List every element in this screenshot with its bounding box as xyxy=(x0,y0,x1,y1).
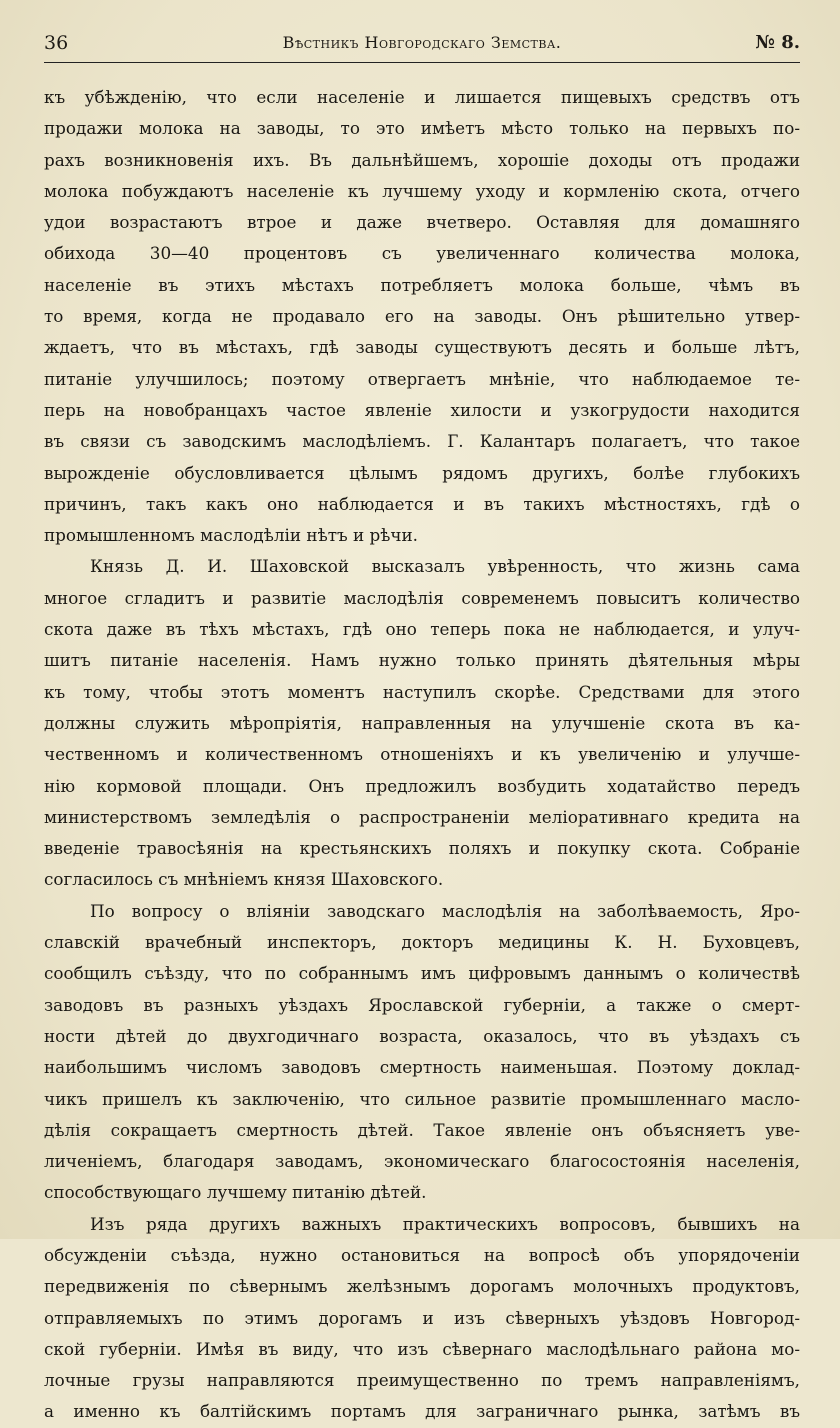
header-rule xyxy=(44,62,800,63)
text-line: рахъ возникновенія ихъ. Въ дальнѣйшемъ, хорошіе доходы отъ продажи xyxy=(44,149,800,170)
text-line: сообщилъ съѣзду, что по собраннымъ имъ цифровымъ даннымъ о количествѣ xyxy=(44,963,800,984)
text-body xyxy=(44,82,800,1428)
text-line: молока побуждаютъ населеніе къ лучшему уходу и кормленію скота, отчего xyxy=(44,180,800,201)
text-line: обсужденіи съѣзда, нужно остановиться на вопросѣ объ упорядоченіи xyxy=(44,1244,800,1265)
text-line: Изъ ряда другихъ важныхъ практическихъ вопросовъ, бывшихъ на xyxy=(90,1213,800,1234)
running-header xyxy=(44,30,800,60)
text-line: удои возрастаютъ втрое и даже вчетверо. Оставляя для домашняго xyxy=(44,212,800,233)
text-line: способствующаго лучшему питанію дѣтей. xyxy=(44,1182,427,1203)
text-line: продажи молока на заводы, то это имѣетъ мѣсто только на первыхъ по- xyxy=(44,118,800,139)
journal-title: Вѣстникъ Новгородскаго Земства. xyxy=(282,33,562,52)
text-line: нію кормовой площади. Онъ предложилъ возбудить ходатайство передъ xyxy=(44,775,800,796)
text-line: перь на новобранцахъ частое явленіе хилости и узкогрудости находится xyxy=(44,399,800,420)
text-line: должны служить мѣропріятія, направленныя на улучшеніе скота въ ка- xyxy=(44,712,800,733)
text-line: многое сгладитъ и развитіе маслодѣлія современемъ повыситъ количество xyxy=(44,587,800,608)
text-line: министерствомъ земледѣлія о распространеніи меліоративнаго кредита на xyxy=(44,806,800,827)
text-line: чикъ пришелъ къ заключенію, что сильное развитіе промышленнаго масло- xyxy=(44,1088,800,1109)
text-line: а именно къ балтійскимъ портамъ для заграничнаго рынка, затѣмъ въ xyxy=(44,1401,800,1422)
paragraph xyxy=(44,1209,800,1428)
paragraph xyxy=(44,551,800,895)
text-line: шитъ питаніе населенія. Намъ нужно только принять дѣятельныя мѣры xyxy=(44,650,800,671)
text-line: вырожденіе обусловливается цѣлымъ рядомъ другихъ, болѣе глубокихъ xyxy=(44,462,800,483)
page-number: 36 xyxy=(44,32,69,54)
text-line: отправляемыхъ по этимъ дорогамъ и изъ сѣверныхъ уѣздовъ Новгород- xyxy=(44,1307,800,1328)
text-line: чественномъ и количественномъ отношеніяхъ и къ увеличенію и улучше- xyxy=(44,744,800,765)
text-line: Князь Д. И. Шаховской высказалъ увѣренность, что жизнь сама xyxy=(90,556,800,577)
paragraph xyxy=(44,896,800,1209)
text-line: населеніе въ этихъ мѣстахъ потребляетъ молока больше, чѣмъ въ xyxy=(44,274,800,295)
text-line: въ связи съ заводскимъ маслодѣліемъ. Г. Калантаръ полагаетъ, что такое xyxy=(44,431,800,452)
text-line: обихода 30—40 процентовъ съ увеличеннаго количества молока, xyxy=(44,243,800,264)
text-line: ности дѣтей до двухгодичнаго возраста, оказалось, что въ уѣздахъ съ xyxy=(44,1025,800,1046)
text-line: славскій врачебный инспекторъ, докторъ медицины К. Н. Буховцевъ, xyxy=(44,932,800,953)
text-line: скота даже въ тѣхъ мѣстахъ, гдѣ оно теперь пока не наблюдается, и улуч- xyxy=(44,619,800,640)
text-line: По вопросу о вліяніи заводскаго маслодѣлія на заболѣваемость, Яро- xyxy=(90,900,800,921)
text-line: къ убѣжденію, что если населеніе и лишается пищевыхъ средствъ отъ xyxy=(44,87,800,107)
text-line: наибольшимъ числомъ заводовъ смертность наименьшая. Поэтому доклад- xyxy=(44,1057,800,1078)
text-line: ской губерніи. Имѣя въ виду, что изъ сѣвернаго маслодѣльнаго района мо- xyxy=(44,1338,800,1359)
text-line: ждаетъ, что въ мѣстахъ, гдѣ заводы существуютъ десять и больше лѣтъ, xyxy=(44,337,800,358)
text-line: заводовъ въ разныхъ уѣздахъ Ярославской губерніи, а также о смерт- xyxy=(44,994,800,1015)
text-line: введеніе травосѣянія на крестьянскихъ поляхъ и покупку скота. Собраніе xyxy=(44,838,800,859)
text-line: питаніе улучшилось; поэтому отвергаетъ мнѣніе, что наблюдаемое те- xyxy=(44,368,800,389)
text-line: дѣлія сокращаетъ смертность дѣтей. Такое явленіе онъ объясняетъ уве- xyxy=(44,1119,800,1140)
text-line: къ тому, чтобы этотъ моментъ наступилъ скорѣе. Средствами для этого xyxy=(44,681,800,702)
text-line: причинъ, такъ какъ оно наблюдается и въ такихъ мѣстностяхъ, гдѣ о xyxy=(44,493,800,514)
text-line: согласилось съ мнѣніемъ князя Шаховского. xyxy=(44,869,444,890)
text-line: личеніемъ, благодаря заводамъ, экономическаго благосостоянія населенія, xyxy=(44,1151,800,1172)
text-line: промышленномъ маслодѣліи нѣтъ и рѣчи. xyxy=(44,525,418,546)
text-line: то время, когда не продавало его на заводы. Онъ рѣшительно утвер- xyxy=(44,306,800,327)
paragraph xyxy=(44,82,800,551)
text-line: передвиженія по сѣвернымъ желѣзнымъ дорогамъ молочныхъ продуктовъ, xyxy=(44,1276,800,1297)
issue-number: № 8. xyxy=(755,32,800,53)
text-line: лочные грузы направляются преимущественно по тремъ направленіямъ, xyxy=(44,1370,800,1391)
